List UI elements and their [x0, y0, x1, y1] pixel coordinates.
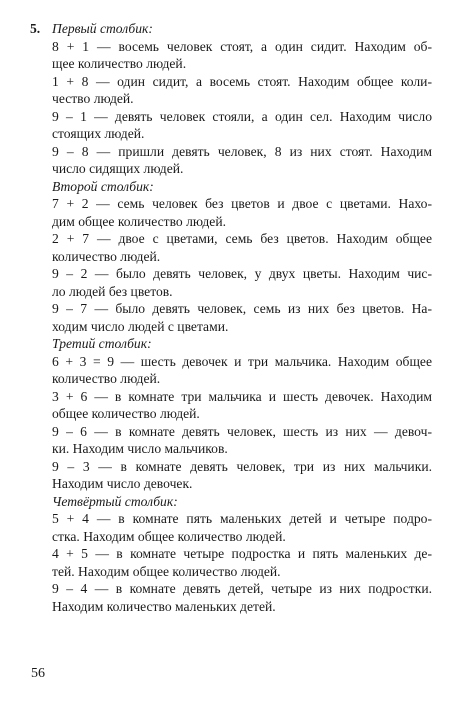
item-line-first: 9 – 3 — в комнате девять человек, три из них мальчики.	[52, 458, 432, 474]
item-line-continued: дим общее количество людей.	[52, 213, 227, 229]
page-number: 56	[31, 666, 45, 681]
item-line-continued: ходим число людей с цветами.	[52, 318, 229, 334]
section-title: Четвёртый столбик:	[52, 493, 178, 509]
explanation-item	[52, 230, 432, 265]
item-line-continued: общее количество людей.	[52, 406, 200, 421]
explanation-item	[52, 108, 432, 143]
explanation-item	[52, 388, 432, 423]
task-number: 5.	[30, 21, 41, 36]
item-line-continued: Находим количество маленьких детей.	[52, 598, 276, 614]
item-line-first: 9 – 2 — было девять человек, у двух цветы. Находим чис-	[52, 266, 432, 281]
item-line-continued: Находим число девочек.	[52, 476, 193, 491]
item-line-first: 9 – 1 — девять человек стояли, а один сел. Находим число	[52, 108, 432, 124]
item-line-first: 9 – 7 — было девять человек, семь из них без цветов. На-	[52, 301, 432, 316]
task-header	[30, 20, 432, 38]
item-line-continued: щее количество людей.	[52, 56, 187, 71]
item-line-first: 2 + 7 — двое с цветами, семь без цветов. Находим общее	[52, 231, 432, 246]
explanation-item	[52, 300, 432, 335]
item-line-first: 9 – 8 — пришли девять человек, 8 из них стоят. Находим	[52, 143, 432, 159]
item-line-first: 9 – 4 — в комнате девять детей, четыре из них подростки.	[52, 581, 432, 596]
item-line-continued: тей. Находим общее количество людей.	[52, 563, 281, 579]
explanation-item	[52, 38, 432, 73]
item-line-first: 8 + 1 — восемь человек стоят, а один сидит. Находим об-	[52, 38, 432, 54]
explanation-item	[52, 423, 432, 458]
item-line-first: 9 – 6 — в комнате девять человек, шесть из них — девоч-	[52, 423, 432, 439]
item-line-continued: ло людей без цветов.	[52, 283, 173, 299]
item-line-continued: ки. Находим число мальчиков.	[52, 441, 228, 456]
section-title: Второй столбик:	[52, 178, 154, 194]
item-line-first: 5 + 4 — в комнате пять маленьких детей и четыре подро-	[52, 511, 432, 526]
item-line-continued: число сидящих людей.	[52, 161, 184, 176]
item-line-first: 4 + 5 — в комнате четыре подростка и пять маленьких де-	[52, 546, 432, 561]
item-line-first: 1 + 8 — один сидит, а восемь стоят. Находим общее коли-	[52, 73, 432, 89]
explanation-item	[52, 265, 432, 300]
explanation-item	[52, 73, 432, 108]
item-line-first: 6 + 3 = 9 — шесть девочек и три мальчика. Находим общее	[52, 353, 432, 369]
explanation-item	[52, 353, 432, 388]
explanation-item	[52, 510, 432, 545]
item-line-continued: чество людей.	[52, 91, 134, 106]
explanation-item	[52, 195, 432, 230]
section-title: Третий столбик:	[52, 336, 152, 351]
item-line-first: 7 + 2 — семь человек без цветов и двое с цветами. Нахо-	[52, 196, 432, 211]
section-title: Первый столбик:	[52, 21, 153, 36]
explanation-item	[52, 545, 432, 580]
item-line-continued: количество людей.	[52, 371, 161, 386]
item-line-continued: количество людей.	[52, 248, 161, 264]
item-line-continued: стка. Находим общее количество людей.	[52, 528, 286, 544]
explanation-item	[52, 458, 432, 493]
explanation-item	[52, 143, 432, 178]
task-content	[30, 20, 432, 615]
item-line-first: 3 + 6 — в комнате три мальчика и шесть девочек. Находим	[52, 388, 432, 404]
item-line-continued: стоящих людей.	[52, 126, 145, 141]
explanation-item	[52, 580, 432, 615]
